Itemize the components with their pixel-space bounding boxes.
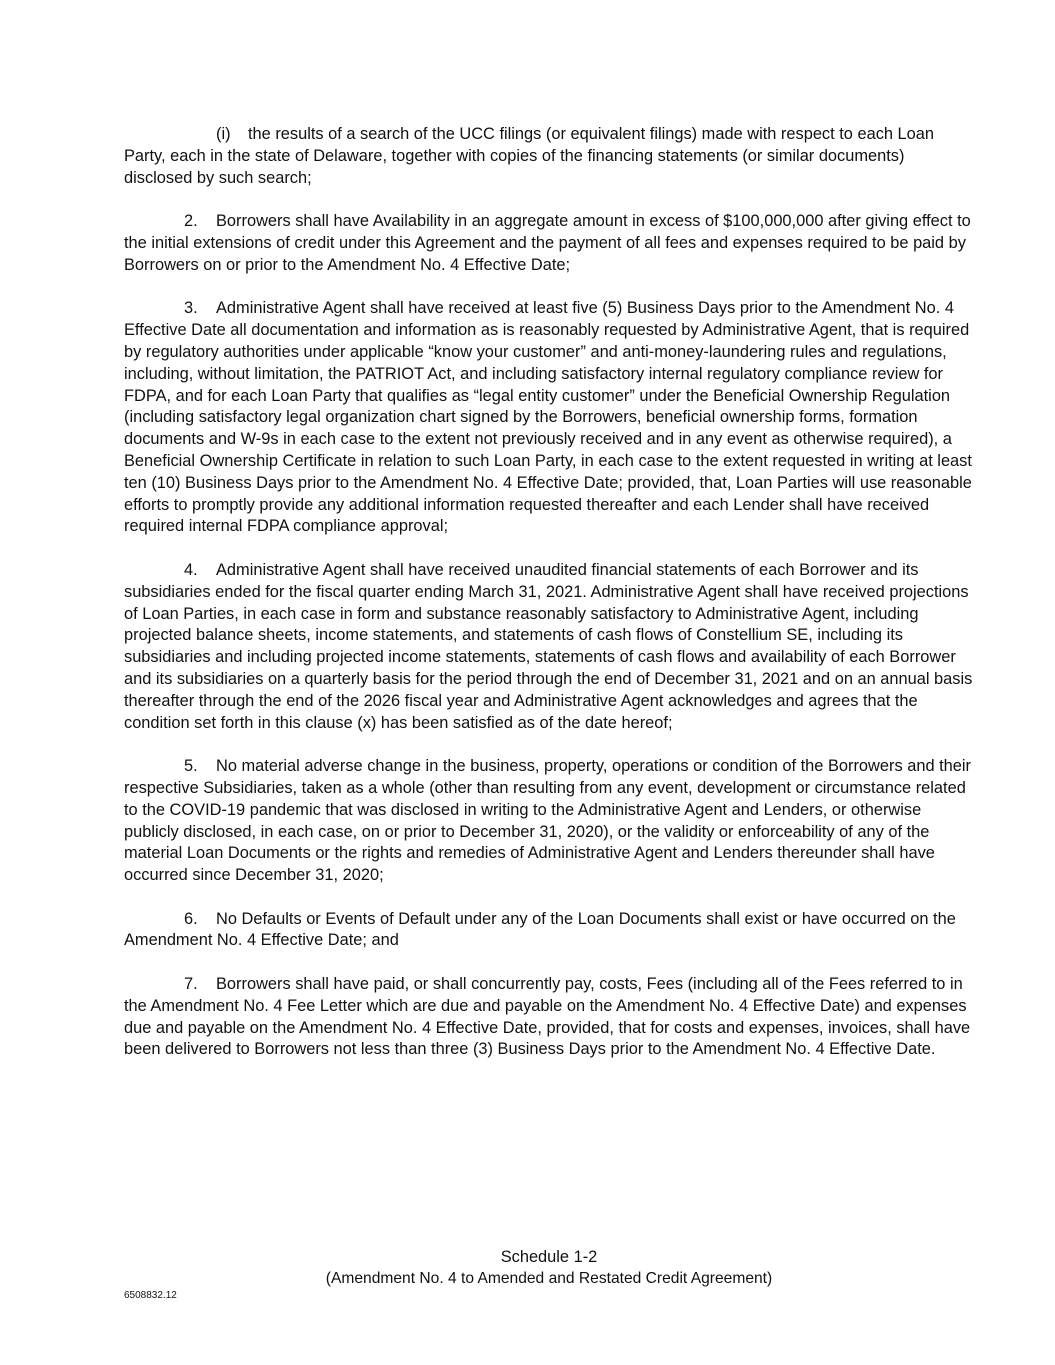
paragraph-text: Borrowers shall have Availability in an aggregate amount in excess of $100,000,000 after giving effect to the initial extensions of credit under this Agreement and the payment of all fees and expenses required to be paid by Borrowers on or prior to the Amendment No. 4 Effective Date;	[124, 212, 971, 274]
footer-schedule-label: Schedule 1-2	[500, 1248, 598, 1266]
document-id: 6508832.12	[124, 1290, 177, 1301]
paragraph-marker: 3.	[184, 299, 198, 318]
paragraph-text: the results of a search of the UCC filings (or equivalent filings) made with respect to each Loan Party, each in the state of Delaware, together with copies of the financing statements (or similar documents) disclosed by such search;	[124, 125, 935, 187]
footer-caption: (Amendment No. 4 to Amended and Restated Credit Agreement)	[325, 1270, 773, 1287]
paragraph-6	[124, 909, 974, 953]
paragraph-3	[124, 298, 974, 538]
paragraph-i	[124, 124, 974, 189]
document-body	[124, 124, 974, 1083]
paragraph-5	[124, 756, 974, 887]
paragraph-marker: 4.	[184, 560, 198, 579]
paragraph-text: Administrative Agent shall have received at least five (5) Business Days prior to the Amendment No. 4 Effective Date all documentation and information as is reasonably requested by Administrative Agent, that is required by regulatory authorities under applicable “know your customer” and anti-money-laundering rules and regulations, including, without limitation, the PATRIOT Act, and including satisfactory internal regulatory compliance review for FDPA, and for each Loan Party that qualifies as “legal entity customer” under the Beneficial Ownership Regulation (including satisfactory legal organization chart signed by the Borrowers, beneficial ownership forms, formation documents and W-9s in each case to the extent not previously received and in any event as otherwise required), a Beneficial Ownership Certificate in relation to such Loan Party, in each case to the extent requested in writing at least ten (10) Business Days prior to the Amendment No. 4 Effective Date; provided, that, Loan Parties will use reasonable efforts to promptly provide any additional information requested thereafter and each Lender shall have received required internal FDPA compliance approval;	[124, 299, 972, 536]
paragraph-text: No Defaults or Events of Default under any of the Loan Documents shall exist or have occurred on the Amendment No. 4 Effective Date; and	[124, 909, 956, 950]
paragraph-marker: 6.	[184, 909, 198, 928]
paragraph-text: Borrowers shall have paid, or shall concurrently pay, costs, Fees (including all of the Fees referred to in the Amendment No. 4 Fee Letter which are due and payable on the Amendment No. 4 Effective Date) and expenses due and payable on the Amendment No. 4 Effective Date, provided, that for costs and expenses, invoices, shall have been delivered to Borrowers not less than three (3) Business Days prior to the Amendment No. 4 Effective Date.	[124, 975, 971, 1059]
paragraph-marker: (i)	[216, 125, 231, 143]
paragraph-marker: 7.	[184, 975, 198, 994]
paragraph-2	[124, 211, 974, 276]
paragraph-4	[124, 560, 974, 734]
paragraph-text: No material adverse change in the business, property, operations or condition of the Borrowers and their respective Subsidiaries, taken as a whole (other than resulting from any event, development or circumstance related to the COVID-19 pandemic that was disclosed in writing to the Administrative Agent and Lenders, or otherwise publicly disclosed, in each case, on or prior to December 31, 2020), or the validity or enforceability of any of the material Loan Documents or the rights and remedies of Administrative Agent and Lenders thereunder shall have occurred since December 31, 2020;	[124, 757, 971, 885]
paragraph-7	[124, 974, 974, 1061]
paragraph-text: Administrative Agent shall have received unaudited financial statements of each Borrower and its subsidiaries ended for the fiscal quarter ending March 31, 2021. Administrative Agent shall have received projections of Loan Parties, in each case in form and substance reasonably satisfactory to Administrative Agent, including projected balance sheets, income statements, and statements of cash flows of Constellium SE, including its subsidiaries and including projected income statements, statements of cash flows and availability of each Borrower and its subsidiaries on a quarterly basis for the period through the end of December 31, 2021 and on an annual basis thereafter through the end of the 2026 fiscal year and Administrative Agent acknowledges and agrees that the condition set forth in this clause (x) has been satisfied as of the date hereof;	[124, 560, 973, 732]
paragraph-marker: 2.	[184, 212, 198, 231]
paragraph-marker: 5.	[184, 757, 198, 776]
